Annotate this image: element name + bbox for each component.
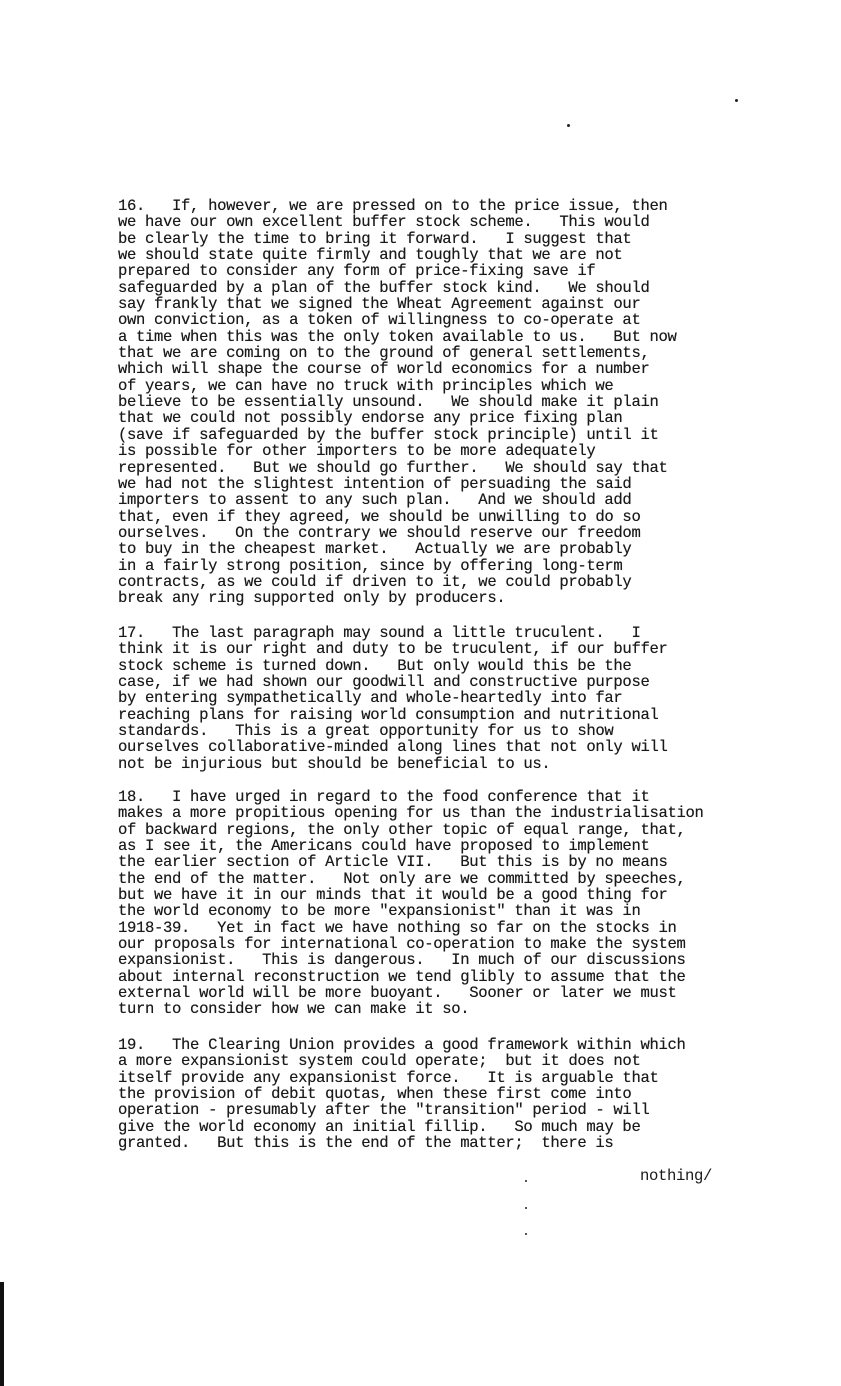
text-line: 17. The last paragraph may sound a little truculent. I: [118, 624, 641, 642]
text-line: a more expansionist system could operate; but it does not: [118, 1052, 641, 1071]
text-line: that we could not possibly endorse any price fixing plan: [118, 409, 623, 428]
text-line: case, if we had shown our goodwill and constructive purpose: [118, 673, 650, 692]
text-line: (save if safeguarded by the buffer stock principle) until it: [118, 425, 659, 444]
text-line: reaching plans for raising world consumption and nutritional: [118, 705, 659, 724]
text-line: we have our own excellent buffer stock scheme. This would: [118, 213, 650, 232]
text-line: 1918-39. Yet in fact we have nothing so far on the stocks in: [118, 918, 677, 937]
text-line: makes a more propitious opening for us than the industrialisation: [118, 804, 704, 823]
text-line: of backward regions, the only other topic of equal range, that,: [118, 820, 686, 839]
paragraph-18: [118, 789, 778, 1018]
text-line: of years, we can have no truck with principles which we: [118, 376, 614, 395]
text-line: prepared to consider any form of price-fixing save if: [118, 262, 596, 281]
text-line: the earlier section of Article VII. But this is by no means: [118, 853, 668, 872]
text-line: but we have it in our minds that it would be a good thing for: [118, 886, 668, 905]
text-line: think it is our right and duty to be truculent, if our buffer: [118, 640, 668, 659]
scan-speck: [735, 99, 738, 102]
text-line: about internal reconstruction we tend glibly to assume that the: [118, 967, 686, 986]
text-line: ourselves collaborative-minded along lines that not only will: [118, 738, 668, 757]
catchword: nothing/: [640, 1167, 713, 1185]
text-line: by entering sympathetically and whole-heartedly into far: [118, 689, 623, 708]
text-line: stock scheme is turned down. But only would this be the: [118, 656, 632, 675]
paragraph-16: [118, 198, 778, 607]
text-line: 19. The Clearing Union provides a good framework within which: [118, 1036, 686, 1054]
text-line: is possible for other importers to be more adequately: [118, 442, 596, 461]
text-line: operation - presumably after the "transition" period - will: [118, 1101, 650, 1120]
text-line: we should state quite firmly and toughly that we are not: [118, 246, 623, 265]
text-line: the end of the matter. Not only are we committed by speeches,: [118, 869, 686, 888]
text-line: contracts, as we could if driven to it, we could probably: [118, 572, 632, 591]
scan-speck: [525, 1233, 527, 1235]
text-line: which will shape the course of world economics for a number: [118, 360, 650, 379]
text-line: turn to consider how we can make it so.: [118, 1000, 470, 1019]
scan-edge-mark: [0, 1282, 4, 1386]
text-line: 18. I have urged in regard to the food conference that it: [118, 788, 650, 806]
text-line: 16. If, however, we are pressed on to the price issue, then: [118, 197, 668, 215]
text-line: the provision of debit quotas, when these first come into: [118, 1085, 632, 1104]
text-line: the world economy to be more "expansionist" than it was in: [118, 902, 641, 921]
paragraph-17: [118, 625, 778, 772]
text-line: give the world economy an initial fillip. So much may be: [118, 1117, 641, 1136]
scan-speck: [525, 1180, 527, 1182]
text-line: believe to be essentially unsound. We should make it plain: [118, 393, 659, 412]
text-line: to buy in the cheapest market. Actually we are probably: [118, 540, 632, 559]
text-line: we had not the slightest intention of persuading the said: [118, 474, 632, 493]
text-line: say frankly that we signed the Wheat Agreement against our: [118, 295, 641, 314]
text-line: standards. This is a great opportunity for us to show: [118, 722, 614, 741]
text-line: granted. But this is the end of the matter; there is: [118, 1134, 614, 1153]
text-line: own conviction, as a token of willingness to co-operate at: [118, 311, 641, 330]
text-line: a time when this was the only token available to us. But now: [118, 327, 677, 346]
text-line: break any ring supported only by producers.: [118, 589, 506, 608]
text-line: expansionist. This is dangerous. In much of our discussions: [118, 951, 686, 970]
text-line: represented. But we should go further. We should say that: [118, 458, 668, 477]
text-line: that we are coming on to the ground of general settlements,: [118, 344, 650, 363]
text-line: safeguarded by a plan of the buffer stock kind. We should: [118, 278, 650, 297]
text-line: as I see it, the Americans could have proposed to implement: [118, 837, 650, 856]
text-line: external world will be more buoyant. Sooner or later we must: [118, 984, 677, 1003]
text-line: itself provide any expansionist force. It is arguable that: [118, 1068, 659, 1087]
text-line: be clearly the time to bring it forward. I suggest that: [118, 229, 632, 248]
scan-speck: [567, 124, 570, 127]
text-line: importers to assent to any such plan. And we should add: [118, 491, 632, 510]
text-line: ourselves. On the contrary we should reserve our freedom: [118, 523, 641, 542]
text-line: that, even if they agreed, we should be unwilling to do so: [118, 507, 641, 526]
text-line: in a fairly strong position, since by offering long-term: [118, 556, 623, 575]
scan-speck: [525, 1207, 527, 1209]
paragraph-19: [118, 1037, 778, 1151]
text-line: our proposals for international co-operation to make the system: [118, 935, 686, 954]
text-line: not be injurious but should be beneficial to us.: [118, 754, 551, 773]
